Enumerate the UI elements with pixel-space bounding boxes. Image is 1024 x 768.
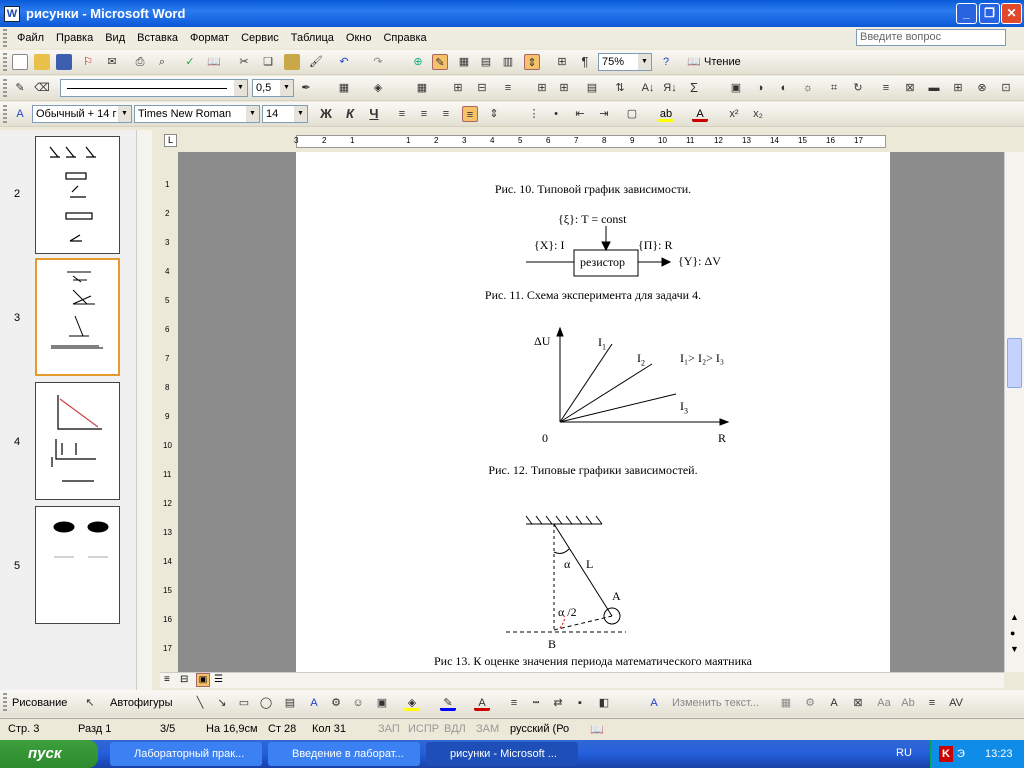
fig12-l1-sub: 1 <box>602 342 606 352</box>
decrease-indent-icon[interactable]: ⇤ <box>575 108 585 120</box>
ruler-tick: 13 <box>742 136 751 145</box>
autoshapes-menu[interactable]: Автофигуры <box>110 697 173 709</box>
fig11-right-label: {П}: R <box>638 238 673 252</box>
wordart-alignment-icon[interactable]: ≡ <box>928 697 936 709</box>
highlight-icon[interactable]: ab <box>659 108 673 120</box>
text-wrapping-icon[interactable]: ⊠ <box>853 697 863 709</box>
zoom-value: 75% <box>602 56 625 68</box>
line-style-select[interactable] <box>60 79 248 97</box>
ruler-tick: 3 <box>294 136 299 145</box>
edit-text-button[interactable]: Изменить текст... <box>672 697 760 709</box>
diagram-icon[interactable]: ⚙ <box>331 697 341 709</box>
open-folder-icon[interactable] <box>34 54 50 70</box>
text-direction-icon[interactable]: ⇅ <box>615 82 625 94</box>
thumb-number: 3 <box>14 312 21 324</box>
thumbnail-drawings <box>36 383 121 501</box>
fig11-box-label: резистор <box>580 255 626 269</box>
outside-border-icon[interactable]: ▢ <box>626 108 638 120</box>
task-label: Лабораторный прак... <box>134 748 245 760</box>
ruler-tick: 15 <box>163 586 172 595</box>
format-painter-icon[interactable]: 🖌 <box>309 56 323 68</box>
fig12-l3 <box>680 399 688 415</box>
tray-app-icon[interactable]: Э <box>957 748 965 760</box>
paste-icon[interactable] <box>284 54 300 70</box>
rotate-icon[interactable]: ↻ <box>853 82 863 94</box>
research-icon[interactable]: 📖 <box>207 56 221 68</box>
document-area[interactable] <box>178 152 1004 672</box>
fig12-l1-letter: I <box>598 335 602 349</box>
browse-object-icon[interactable]: ● <box>1010 628 1016 638</box>
ruler-tick: 1 <box>406 136 411 145</box>
prev-page-icon[interactable]: ▲ <box>1010 612 1019 622</box>
wordart-text-icon[interactable]: A <box>650 697 658 709</box>
crop-icon[interactable]: ⌗ <box>830 82 838 94</box>
sort-asc-icon[interactable]: A↓ <box>641 82 655 94</box>
ruler-tick: 7 <box>165 354 170 363</box>
thumb-number: 5 <box>14 560 21 572</box>
ruler-tick: 17 <box>854 136 863 145</box>
styles-formatting-icon[interactable]: A <box>16 108 24 120</box>
normal-view-icon[interactable]: ≡ <box>164 674 170 685</box>
bullets-icon[interactable]: • <box>554 108 558 120</box>
chevron-down-icon[interactable]: ▼ <box>280 80 293 96</box>
menu-tools[interactable]: Сервис <box>241 31 279 44</box>
numbering-icon[interactable]: ⋮ <box>528 108 540 120</box>
document-page[interactable] <box>296 152 890 672</box>
antivirus-icon[interactable]: K <box>939 746 953 762</box>
wordart-icon[interactable]: A <box>310 697 318 709</box>
toolbar-grip[interactable] <box>3 693 7 711</box>
line-style-preview <box>67 88 227 89</box>
fig12-y-axis-label: ΔU <box>534 334 551 348</box>
print-layout-icon[interactable]: ▣ <box>196 673 210 687</box>
fig12-x-axis-label: R <box>718 431 727 445</box>
drawing-toolbar <box>0 690 1024 717</box>
ruler-tick: 7 <box>574 136 579 145</box>
task-lab-practice[interactable] <box>110 742 262 766</box>
minimize-button[interactable]: _ <box>956 3 977 24</box>
chevron-down-icon[interactable]: ▼ <box>234 80 247 96</box>
figure-13-caption: Рис 13. К оценке значения периода математического маятника <box>434 654 752 668</box>
save-icon[interactable] <box>56 54 72 70</box>
start-label: пуск <box>28 745 62 762</box>
distribute-columns-icon[interactable]: ⊞ <box>559 82 569 94</box>
fill-color-icon[interactable]: ◈ <box>404 695 420 711</box>
character-spacing-icon[interactable]: AV <box>949 697 963 709</box>
fig12-l3-letter: I <box>680 399 684 413</box>
draw-table-icon[interactable]: ✎ <box>15 82 25 94</box>
ruler-tick: 2 <box>165 209 170 218</box>
spelling-status-icon[interactable]: 📖 <box>590 724 604 736</box>
style-select[interactable] <box>32 105 132 123</box>
start-button[interactable] <box>0 740 98 768</box>
shadow-style-icon[interactable]: ▪ <box>578 697 582 709</box>
reset-picture-icon[interactable]: ⊡ <box>1001 82 1011 94</box>
status-column: Кол 31 <box>312 723 346 735</box>
superscript-button[interactable]: x² <box>729 108 739 120</box>
status-section: Разд 1 <box>78 723 112 735</box>
format-toolbar <box>0 102 1024 127</box>
menu-insert[interactable]: Вставка <box>137 31 179 44</box>
fig13-half-angle: α /2 <box>558 605 577 619</box>
figure-12-graph <box>296 324 890 434</box>
ruler-tick: 4 <box>490 136 495 145</box>
fig12-l3-sub: 3 <box>684 406 688 416</box>
brightness-icon[interactable]: ☼ <box>802 82 814 94</box>
text-wrap-icon[interactable]: ▬ <box>928 82 940 94</box>
next-page-icon[interactable]: ▼ <box>1010 644 1019 654</box>
toolbar-grip[interactable] <box>3 53 7 71</box>
vertical-scrollbar[interactable] <box>1004 152 1024 672</box>
picture-icon[interactable]: ▣ <box>730 82 742 94</box>
cut-icon[interactable]: ✂ <box>239 56 249 68</box>
textbox-tool-icon[interactable]: ▤ <box>284 697 296 709</box>
task-pictures-word[interactable] <box>426 742 578 766</box>
fig11-output-label: {Y}: ΔV <box>678 254 721 268</box>
justify-icon[interactable]: ≡ <box>462 106 478 122</box>
underline-button[interactable]: Ч <box>369 106 379 121</box>
format-picture-icon[interactable]: ⊞ <box>953 82 963 94</box>
menu-edit[interactable]: Правка <box>56 31 94 44</box>
taskbar <box>0 740 1024 768</box>
status-rec[interactable]: ЗАП <box>378 723 400 735</box>
ruler-tick: 12 <box>163 499 172 508</box>
align-center-icon[interactable]: ≡ <box>420 108 428 120</box>
align-cell-icon[interactable]: ≡ <box>504 82 512 94</box>
align-left-icon[interactable]: ≡ <box>398 108 406 120</box>
drawing-toggle-icon[interactable]: ✎ <box>432 54 448 70</box>
font-size-value: 14 <box>266 108 279 120</box>
thumb-number: 2 <box>14 188 21 200</box>
wordart-gallery-icon[interactable]: ▦ <box>780 697 792 709</box>
dash-style-icon[interactable]: ┅ <box>532 697 540 709</box>
ruler-tick: 11 <box>163 470 172 479</box>
word-app-icon[interactable]: W <box>4 6 20 22</box>
font-color-icon[interactable]: A <box>692 106 708 122</box>
merge-cells-icon[interactable]: ⊞ <box>453 82 463 94</box>
vertical-text-icon[interactable]: Ab <box>901 697 915 709</box>
ruler-tick: 14 <box>163 557 172 566</box>
standard-toolbar <box>0 50 1024 75</box>
print-icon[interactable]: ⎙ <box>135 56 145 68</box>
ruler-tick: 3 <box>165 238 170 247</box>
draw-font-color-icon[interactable]: A <box>474 695 490 711</box>
subscript-button[interactable]: x₂ <box>753 108 763 120</box>
tab-selector-icon[interactable]: L <box>164 134 177 147</box>
distribute-rows-icon[interactable]: ⊞ <box>537 82 547 94</box>
ruler-tick: 10 <box>658 136 667 145</box>
contrast-icon[interactable]: ◐ <box>780 82 788 94</box>
toolbar-grip[interactable] <box>3 79 7 97</box>
thumbnail-drawings <box>37 260 118 374</box>
scrollbar-thumb[interactable] <box>1007 338 1022 388</box>
help-icon[interactable]: ? <box>662 56 670 68</box>
fig13-alpha: α <box>564 557 571 571</box>
chevron-down-icon[interactable]: ▼ <box>246 106 259 122</box>
italic-button[interactable]: К <box>346 106 354 121</box>
ruler-tick: 14 <box>770 136 779 145</box>
chevron-down-icon[interactable]: ▼ <box>294 106 307 122</box>
ruler-tick: 17 <box>163 644 172 653</box>
drawing-menu[interactable]: Рисование <box>12 697 68 709</box>
line-weight-select[interactable] <box>252 79 294 97</box>
undo-icon[interactable]: ↶ <box>339 56 349 68</box>
chevron-down-icon[interactable]: ▼ <box>638 54 651 70</box>
ruler-tick: 5 <box>165 296 170 305</box>
toolbar-grip[interactable] <box>3 105 7 123</box>
redo-icon[interactable]: ↷ <box>373 56 383 68</box>
line-style-icon[interactable]: ≡ <box>882 82 890 94</box>
read-mode-label[interactable]: Чтение <box>704 56 741 68</box>
same-letter-heights-icon[interactable]: Aa <box>877 697 891 709</box>
hyperlink-icon[interactable]: ⊕ <box>413 56 423 68</box>
wordart-shape-icon[interactable]: A <box>830 697 838 709</box>
align-right-icon[interactable]: ≡ <box>442 108 450 120</box>
line-style-icon[interactable]: ≡ <box>510 697 518 709</box>
window-title: рисунки - Microsoft Word <box>26 6 186 21</box>
ruler-tick: 8 <box>165 383 170 392</box>
ruler-tick: 2 <box>322 136 327 145</box>
oval-tool-icon[interactable]: ◯ <box>259 697 273 709</box>
font-value: Times New Roman <box>138 108 232 120</box>
read-mode-icon[interactable]: 📖 <box>687 56 701 68</box>
ask-question-input[interactable]: Введите вопрос <box>856 29 1006 46</box>
ruler-tick: 9 <box>630 136 635 145</box>
figure-12-caption: Рис. 12. Типовые графики зависимостей. <box>488 463 698 477</box>
status-pages: 3/5 <box>160 723 176 735</box>
color-icon[interactable]: ◑ <box>756 82 764 94</box>
status-bar <box>0 718 1024 740</box>
menu-view[interactable]: Вид <box>105 31 126 44</box>
task-label: Введение в лаборат... <box>292 748 404 760</box>
ruler-tick: 15 <box>798 136 807 145</box>
menu-table[interactable]: Таблица <box>290 31 334 44</box>
menu-grip[interactable] <box>3 29 7 47</box>
ruler-tick: 9 <box>165 412 170 421</box>
columns-icon[interactable]: ▥ <box>502 56 514 68</box>
ruler-tick: 4 <box>165 267 170 276</box>
status-track[interactable]: ИСПР <box>408 723 440 735</box>
ruler-tick: 6 <box>165 325 170 334</box>
figure-10-caption: Рис. 10. Типовой график зависимости. <box>494 182 692 196</box>
ruler-tick: 1 <box>350 136 355 145</box>
fig12-l1 <box>598 335 606 351</box>
font-select[interactable] <box>134 105 260 123</box>
ruler-tick: 2 <box>434 136 439 145</box>
ruler-tick: 3 <box>462 136 467 145</box>
web-view-icon[interactable]: ⊟ <box>180 674 189 685</box>
fig13-length-label: L <box>586 557 594 571</box>
email-icon[interactable]: ✉ <box>107 56 117 68</box>
style-value: Обычный + 14 г <box>36 108 117 120</box>
thumbnail-pane <box>0 130 152 690</box>
show-hide-icon[interactable]: ⊞ <box>557 56 567 68</box>
sort-desc-icon[interactable]: Я↓ <box>663 82 677 94</box>
menu-file[interactable]: Файл <box>17 31 45 44</box>
eraser-icon[interactable]: ⌫ <box>34 82 50 94</box>
document-map-icon[interactable]: ⇕ <box>524 54 540 70</box>
status-line: Ст 28 <box>268 723 297 735</box>
autoformat-icon[interactable]: ▤ <box>586 82 598 94</box>
line-weight-value: 0,5 <box>256 82 272 94</box>
restore-button[interactable]: ❐ <box>979 3 1000 24</box>
ruler-tick: 16 <box>163 615 172 624</box>
new-document-icon[interactable] <box>12 54 28 70</box>
excel-sheet-icon[interactable]: ▤ <box>480 56 492 68</box>
compress-icon[interactable]: ⊠ <box>905 82 915 94</box>
status-extend[interactable]: ВДЛ <box>444 723 466 735</box>
ruler-tick: 13 <box>163 528 172 537</box>
thumb-number: 4 <box>14 436 21 448</box>
borders-icon[interactable]: ▦ <box>338 82 350 94</box>
insert-picture-icon[interactable]: ▣ <box>376 697 388 709</box>
border-color-icon[interactable]: ✒ <box>301 82 311 94</box>
fig11-top-label: {ξ}: T = const <box>558 212 627 226</box>
fig12-origin: 0 <box>542 431 548 445</box>
3d-style-icon[interactable]: ◧ <box>598 697 610 709</box>
tables-borders-icon[interactable]: ▦ <box>458 56 470 68</box>
shading-icon[interactable]: ◈ <box>373 82 383 94</box>
zoom-select[interactable] <box>598 53 652 71</box>
figure-11-caption: Рис. 11. Схема эксперимента для задачи 4. <box>484 288 702 302</box>
title-bar <box>0 0 1024 27</box>
tables-toolbar <box>0 76 1024 101</box>
transparent-color-icon[interactable]: ⊗ <box>977 82 987 94</box>
chevron-down-icon[interactable]: ▼ <box>118 106 131 122</box>
clipart-icon[interactable]: ☺ <box>352 697 364 709</box>
task-label: рисунки - Microsoft ... <box>450 748 557 760</box>
line-spacing-icon[interactable]: ⇕ <box>489 108 499 120</box>
pilcrow-icon[interactable]: ¶ <box>581 54 589 69</box>
arrow-tool-icon[interactable]: ↘ <box>217 697 227 709</box>
autosum-icon[interactable]: Σ <box>689 80 699 95</box>
menu-window[interactable]: Окно <box>345 31 372 44</box>
figure-13-pendulum <box>296 512 890 642</box>
ruler-tick: 12 <box>714 136 723 145</box>
thumbnail-scrollbar[interactable] <box>136 130 152 690</box>
horizontal-scrollbar[interactable] <box>160 672 1004 688</box>
task-intro[interactable] <box>268 742 420 766</box>
thumbnail-drawings <box>36 137 121 255</box>
horizontal-ruler[interactable] <box>160 132 1024 152</box>
status-page: Стр. 3 <box>8 723 40 735</box>
spelling-icon[interactable]: ✓ <box>185 56 195 68</box>
ruler-tick: 6 <box>546 136 551 145</box>
vertical-ruler[interactable] <box>160 152 178 672</box>
print-preview-icon[interactable]: ⌕ <box>158 56 166 68</box>
format-wordart-icon[interactable]: ⚙ <box>805 697 815 709</box>
outline-view-icon[interactable]: ☰ <box>214 674 223 685</box>
thumbnail-drawings <box>36 507 121 625</box>
line-tool-icon[interactable]: ╲ <box>196 697 204 709</box>
bold-button[interactable]: Ж <box>320 106 332 121</box>
fig12-l2 <box>637 351 645 367</box>
fig12-l2-letter: I <box>637 351 641 365</box>
copy-icon[interactable]: ❏ <box>263 56 273 68</box>
fig12-relation: I₁> I₂> I₃ <box>680 351 725 365</box>
fig13-point-a: A <box>612 589 621 603</box>
select-objects-icon[interactable]: ↖ <box>85 697 95 709</box>
ruler-tick: 1 <box>165 180 170 189</box>
status-language: русский (Ро <box>510 723 570 735</box>
menu-bar <box>0 27 1024 48</box>
ruler-tick: 10 <box>163 441 172 450</box>
status-overtype[interactable]: ЗАМ <box>476 723 500 735</box>
ruler-tick: 8 <box>602 136 607 145</box>
close-button[interactable]: ✕ <box>1001 3 1022 24</box>
ruler-tick: 11 <box>686 136 695 145</box>
menu-format[interactable]: Формат <box>190 31 230 44</box>
permission-icon[interactable]: ⚐ <box>83 56 93 68</box>
page-thumbnail-4[interactable] <box>35 382 120 500</box>
line-color-icon[interactable]: ✎ <box>440 695 456 711</box>
clock[interactable]: 13:23 <box>985 748 1013 760</box>
arrow-style-icon[interactable]: ⇄ <box>553 697 563 709</box>
ruler-tick: 5 <box>518 136 523 145</box>
status-position: На 16,9см <box>206 723 258 735</box>
page-thumbnail-5[interactable] <box>35 506 120 624</box>
increase-indent-icon[interactable]: ⇥ <box>599 108 609 120</box>
system-tray <box>930 740 1024 768</box>
fig13-point-b: B <box>548 637 557 651</box>
page-thumbnail-3[interactable] <box>35 258 120 376</box>
menu-help[interactable]: Справка <box>383 31 427 44</box>
font-size-select[interactable] <box>262 105 308 123</box>
split-cells-icon[interactable]: ⊟ <box>477 82 487 94</box>
language-indicator[interactable]: RU <box>896 747 912 759</box>
rectangle-tool-icon[interactable]: ▭ <box>238 697 250 709</box>
fig12-l2-sub: 2 <box>641 358 645 368</box>
insert-table-icon[interactable]: ▦ <box>416 82 428 94</box>
fig11-left-label: {X}: I <box>534 238 565 252</box>
ruler-tick: 16 <box>826 136 835 145</box>
page-thumbnail-2[interactable] <box>35 136 120 254</box>
